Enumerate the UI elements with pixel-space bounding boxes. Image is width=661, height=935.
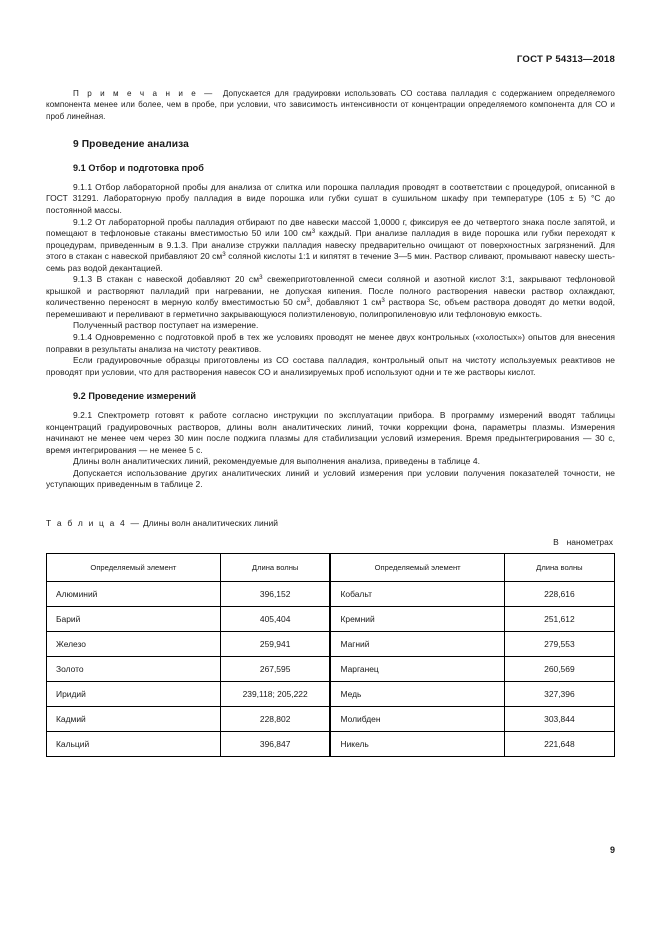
table-row (47, 607, 615, 632)
wavelength-table-body (47, 582, 615, 757)
paragraph-9-1-2-part-c: соляной кислоты 1:1 и кипятят в течение 3—5 мин. Раствор сливают, промывают навеску шесть-семь раз водой декантацией. (46, 251, 615, 273)
header-element-right: Определяемый элемент (330, 554, 504, 582)
cell-wavelength-right: 260,569 (504, 657, 614, 682)
paragraph-9-1-2-part-b: каждый. При анализе палладия в виде порошка или губки переходят к процедурам, приведенным в 9.1.3. При анализе стружки палладия навеску предварительно очищают от поверхностных загрязнений. Для этого в стакан с навеской прибавляют 20 см (46, 228, 615, 262)
section-9-1-heading: 9.1 Отбор и подготовка проб (73, 162, 204, 173)
document-body (46, 88, 615, 757)
superscript-cubic-5: 3 (381, 297, 385, 305)
table-header-row (47, 554, 615, 582)
cell-element-left: Барий (47, 607, 221, 632)
table-row (47, 682, 615, 707)
header-element-left: Определяемый элемент (47, 554, 221, 582)
section-9-heading: 9 Проведение анализа (73, 138, 189, 150)
cell-wavelength-left: 405,404 (220, 607, 330, 632)
paragraph-9-2-1: 9.2.1 Спектрометр готовят к работе согласно инструкции по эксплуатации прибора. В программу измерений вводят таблицы концентраций градуировочных растворов, длины волн аналитических линий, точки коррекции фона, параметры плазмы. Измерения начинают не менее чем через 30 мин после поджига плазмы для стабилизации условий измерения. Время предынтегрирования — 30 с, время интегрирования — не менее 5 с. (46, 410, 615, 455)
cell-wavelength-left: 396,847 (220, 732, 330, 757)
cell-element-right: Кремний (330, 607, 504, 632)
paragraph-9-1-2-part-a: 9.1.2 От лабораторной пробы палладия отбирают по две навески массой 1,0000 г, фиксируя ее до четвертого знака после запятой, и помещают в тефлоновые стаканы вместимостью 50 или 100 см (46, 216, 615, 239)
cell-element-right: Молибден (330, 707, 504, 732)
wavelength-table (46, 553, 615, 757)
superscript-cubic-2: 3 (222, 250, 226, 258)
cell-element-right: Медь (330, 682, 504, 707)
table-4-caption-label: Т а б л и ц а 4 — (46, 518, 141, 529)
cell-element-right: Марганец (330, 657, 504, 682)
wavelength-table-header (47, 554, 615, 582)
paragraph-9-2-1-tail-2: Допускается использование других аналитических линий и условий измерения при условии получения показателей точности, не уступающих приведенным в таблице 2. (46, 467, 615, 490)
cell-element-left: Кальций (47, 732, 221, 757)
cell-wavelength-left: 267,595 (220, 657, 330, 682)
cell-wavelength-right: 251,612 (504, 607, 614, 632)
superscript-cubic-3: 3 (259, 274, 263, 282)
cell-element-left: Алюминий (47, 582, 221, 607)
cell-wavelength-right: 303,844 (504, 707, 614, 732)
note-text: Допускается для градуировки использовать СО состава палладия с содержанием определяемого компонента менее или более, чем в пробе, при условии, что зависимость интенсивности от концентрации определяемого компонента для СО и проб линейная. (46, 89, 615, 121)
paragraph-9-1-4-tail: Если градуировочные образцы приготовлены из СО состава палладия, контрольный опыт на чистоту используемых реактивов не проводят при условии, что для растворения навесок СО и анализируемых проб используют одни и те же растворы кислот. (46, 355, 615, 377)
cell-wavelength-left: 239,118; 205,222 (220, 682, 330, 707)
page-number: 9 (609, 845, 615, 855)
cell-element-left: Железо (47, 632, 221, 657)
cell-wavelength-left: 396,152 (220, 582, 330, 607)
cell-wavelength-right: 327,396 (504, 682, 614, 707)
cell-element-right: Кобальт (330, 582, 504, 607)
cell-element-left: Кадмий (47, 707, 221, 732)
header-wavelength-right: Длина волны (504, 554, 614, 582)
paragraph-9-1-3-part-c: , добавляют 1 см (309, 297, 382, 308)
cell-wavelength-right: 228,616 (504, 582, 614, 607)
paragraph-9-1-3-part-b: свежеприготовленной смеси соляной и азотной кислот 3:1, закрывают тефлоновой крышкой и растворяют палладий при нагревании, не допуская кипения. После полного растворения навески раствор охлаждают, количественно переносят в мерную колбу вместимостью 50 см (46, 274, 616, 308)
cell-wavelength-left: 259,941 (220, 632, 330, 657)
table-4-units-prefix: В (553, 537, 559, 548)
table-row (47, 657, 615, 682)
cell-wavelength-right: 221,648 (504, 732, 614, 757)
cell-wavelength-right: 279,553 (504, 632, 614, 657)
table-4-caption-text: Длины волн аналитических линий (140, 518, 279, 529)
cell-element-right: Никель (330, 732, 504, 757)
table-row (47, 707, 615, 732)
standard-number-header: ГОСТ Р 54313—2018 (516, 54, 615, 65)
cell-element-left: Золото (47, 657, 221, 682)
paragraph-9-1-3-part-d: раствора Sc, объем раствора доводят до метки водой, перемешивают и переливают в герметично закрывающуюся полиэтиленовую, полипропиленовую или тефлоновую емкость. (46, 297, 615, 319)
superscript-cubic-1: 3 (311, 227, 316, 235)
section-9-2-heading: 9.2 Проведение измерений (73, 391, 196, 402)
note-label: П р и м е ч а н и е — (73, 89, 215, 98)
paragraph-9-2-1-tail: Длины волн аналитических линий, рекомендуемые для выполнения анализа, приведены в таблице 4. (73, 456, 480, 467)
table-4-units-value: нанометрах (566, 537, 613, 548)
cell-wavelength-left: 228,802 (220, 707, 330, 732)
table-row (47, 632, 615, 657)
table-4-units-note (46, 537, 615, 547)
paragraph-9-1-3-part-a: 9.1.3 В стакан с навеской добавляют 20 см (73, 274, 260, 285)
paragraph-9-1-3-tail: Полученный раствор поступает на измерение. (73, 320, 259, 331)
cell-element-left: Иридий (47, 682, 221, 707)
cell-element-right: Магний (330, 632, 504, 657)
paragraph-9-1-4: 9.1.4 Одновременно с подготовкой проб в тех же условиях проводят не менее двух контрольных («холостых») опытов для внесения поправки в результаты анализа на чистоту реактивов. (46, 332, 615, 354)
superscript-cubic-4: 3 (306, 297, 310, 305)
note-paragraph (46, 88, 615, 122)
table-row (47, 582, 615, 607)
paragraph-9-1-2 (46, 217, 615, 275)
header-wavelength-left: Длина волны (220, 554, 330, 582)
paragraph-9-1-1: 9.1.1 Отбор лабораторной пробы для анализа от слитка или порошка палладия проводят в соответствии с процедурой, описанной в ГОСТ 31291. Лабораторную пробу палладия в виде порошка или губки сушат в сушильном шкафу при температуре (105 ± 5) °С до постоянной массы. (46, 181, 615, 215)
table-4-caption (46, 518, 615, 528)
paragraph-9-1-3 (46, 274, 615, 320)
table-row (47, 732, 615, 757)
